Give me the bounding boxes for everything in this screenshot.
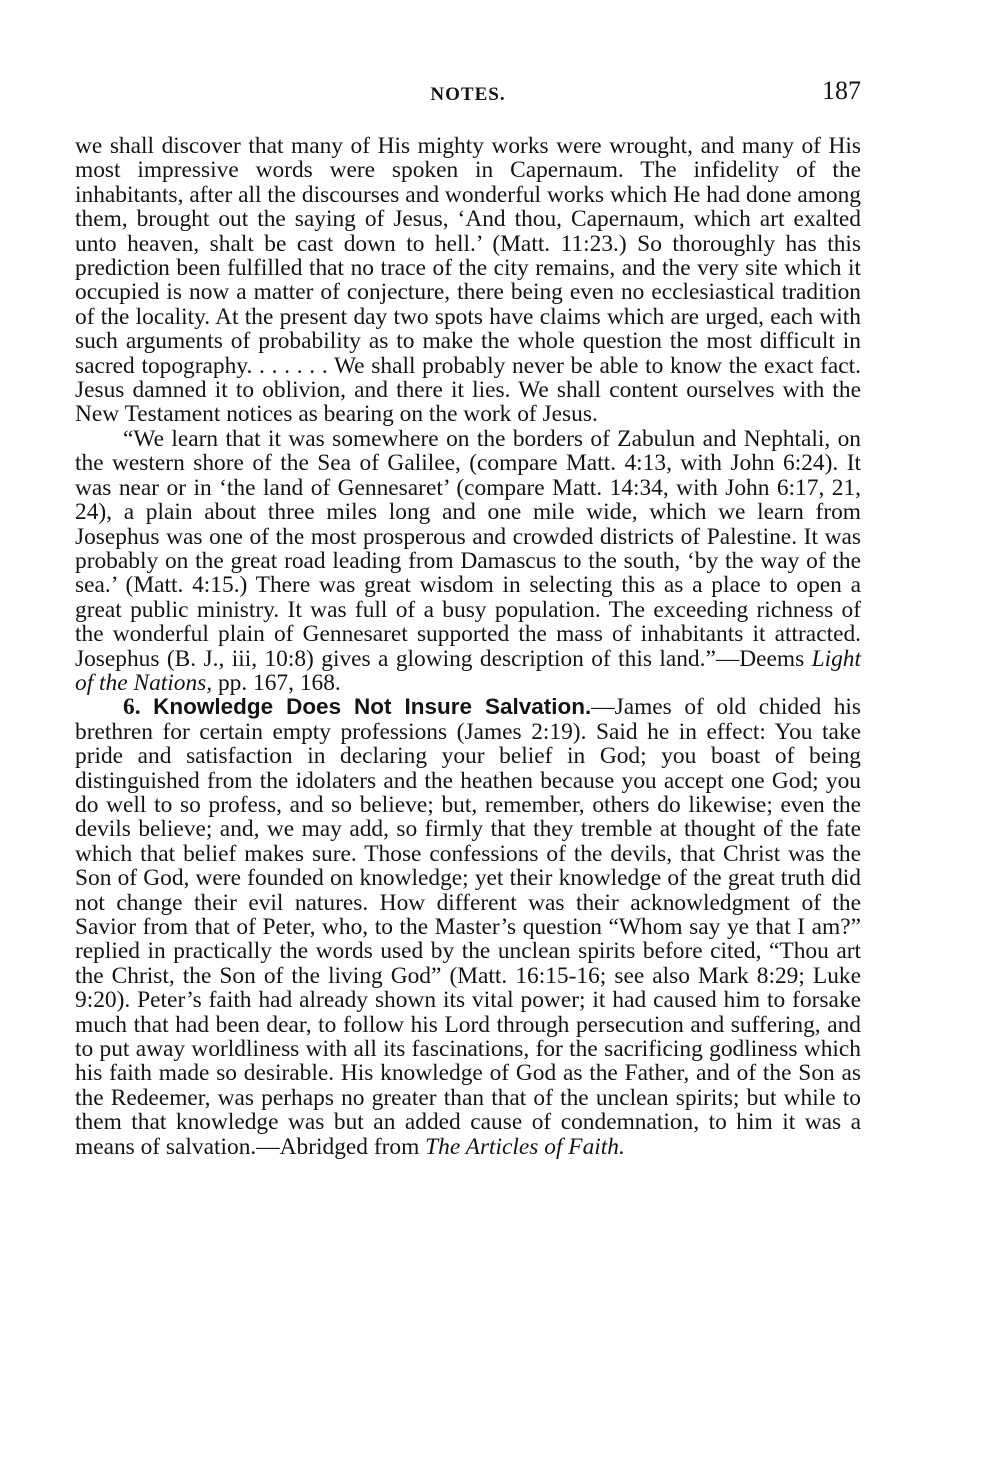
articles-of-faith-title: The Articles of Faith.: [425, 1133, 625, 1160]
deems-book-title: Light of the Nations,: [75, 645, 861, 696]
deems-quote-text: “We learn that it was somewhere on the borders of Zabulun and Nephtali, on the western shore of the Sea of Galilee, (compare Matt. 4:13, with John 6:24). It was near or in ‘the land of Gennesaret’ (compare Matt. 14:34, with John 6:17, 21, 24), a plain about three miles long and one mile wide, which we learn from Josephus was one of the most prosperous and crowded districts of Palestine. It was probably on the great road leading from Damascus to the south, ‘by the way of the sea.’ (Matt. 4:15.) There was great wisdom in selecting this as a place to open a great public ministry. It was full of a busy population. The exceeding richness of the wonderful plain of Gennesaret supported the mass of inhabitants it attracted. Josephus (B. J., iii, 10:8) gives a glowing description of this land.”—Deems: [75, 425, 861, 672]
page-header: [75, 72, 861, 112]
paragraph-deems-quote: [75, 427, 861, 695]
section-heading: Knowledge Does Not Insure Salvation.: [153, 694, 592, 720]
paragraph-capernaum: we shall discover that many of His mighty works were wrought, and many of His most impressive words were spoken in Capernaum. The infidelity of the inhabitants, after all the discourses and wonderful works which He had done among them, brought out the saying of Jesus, ‘And thou, Capernaum, which art exalted unto heaven, shalt be cast down to hell.’ (Matt. 11:23.) So thoroughly has this prediction been fulfilled that no trace of the city remains, and the very site which it occupied is now a matter of conjecture, there being even no ecclesiastical tradition of the locality. At the present day two spots have claims which are urged, each with such arguments of probability as to make the whole question the most difficult in sacred topography. . . . . . . We shall probably never be able to know the exact fact. Jesus damned it to oblivion, and there it lies. We shall content ourselves with the New Testament notices as bearing on the work of Jesus.: [75, 133, 861, 428]
paragraph-knowledge-salvation: [75, 695, 861, 1159]
page-number: 187: [822, 76, 861, 105]
book-page: [75, 72, 861, 1159]
running-head: NOTES.: [430, 84, 506, 105]
section-number: 6.: [123, 694, 141, 721]
section-body: —James of old chided his brethren for certain empty professions (James 2:19). Said he in effect: You take pride and satisfaction in declaring your belief in God; you boast of being distinguished from the idolaters and the heathen because you accept one God; you do well to so profess, and so believe; but, remember, others do likewise; even the devils believe; and, we may add, so firmly that they tremble at thought of the fate which that belief makes sure. Those confessions of the devils, that Christ was the Son of God, were founded on knowledge; yet their knowledge of the great truth did not change their evil natures. How different was their acknowledgment of the Savior from that of Peter, who, to the Master’s question “Whom say ye that I am?” replied in practically the words used by the unclean spirits before cited, “Thou art the Christ, the Son of the living God” (Matt. 16:15-16; see also Mark 8:29; Luke 9:20). Peter’s faith had already shown its vital power; it had caused him to forsake much that had been dear, to follow his Lord through persecution and suffering, and to put away worldliness with all its fascinations, for the sacrificing godliness which his faith made so desirable. His knowledge of God as the Father, and of the Son as the Redeemer, was perhaps no greater than that of the unclean spirits; but while to them that knowledge was but an added cause of condemnation, to him it was a means of salvation.—Abridged from: [75, 694, 861, 1160]
deems-page-ref: pp. 167, 168.: [212, 669, 341, 696]
body-text: [75, 134, 861, 1159]
